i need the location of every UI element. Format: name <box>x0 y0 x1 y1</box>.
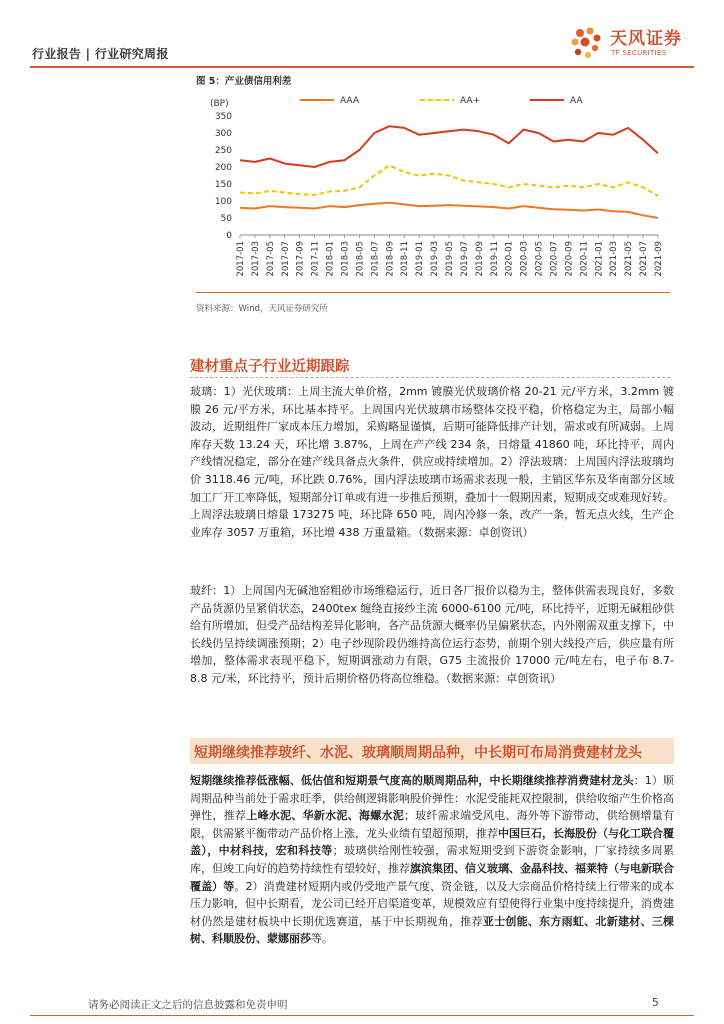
x-tick-label: 2020-07 <box>549 241 560 277</box>
x-tick-label: 2019-05 <box>445 241 455 277</box>
y-axis-unit: (BP) <box>210 99 229 109</box>
rec-fiber-picks: 中国巨石，长海股份（与化工联合覆盖），中材科技，宏和科技等 <box>190 826 674 858</box>
x-tick-label: 2017-11 <box>310 241 321 277</box>
rec-text: 。2）消费建材短期内或仍受地产景气度、资金链，以及大宗商品价格持续上行带来的成本压力影响，但中长期看，龙公司已经开启渠道变革，规模效应有望使得行业集中度持续提升，消费建材仍然是建材板块中长期优选赛道，基于中长期视角，推荐 <box>190 879 674 928</box>
series-line-aaplus <box>240 165 658 196</box>
rec-cement-picks: 上峰水泥、华新水泥、海螺水泥 <box>246 809 404 823</box>
x-tick-label: 2021-01 <box>594 241 605 277</box>
x-tick-label: 2020-11 <box>579 241 590 277</box>
x-tick-label: 2019-07 <box>459 241 470 277</box>
figure-source: 资料来源：Wind，天风证券研究所 <box>196 304 328 314</box>
x-tick-label: 2017-09 <box>295 241 306 277</box>
y-tick-label: 150 <box>214 180 232 190</box>
x-tick-label: 2017-05 <box>265 241 276 277</box>
x-tick-label: 2020-03 <box>519 241 530 277</box>
y-tick-label: 50 <box>220 214 232 224</box>
x-tick-label: 2017-07 <box>280 241 291 277</box>
y-tick-label: 350 <box>214 112 232 122</box>
rec-text: ：1）顺周期品种当前处于需求旺季，供给侧逻辑影响股价弹性：水泥受能耗双控限制，供给收缩产生价格高弹性，推荐 <box>190 774 674 823</box>
fiber-paragraph: 玻纤：1）上周国内无碱池窑粗砂市场维稳运行，近日各厂报价以稳为主，整体供需表现良好，多数产品货源仍呈紧俏状态，2400tex 缠绕直接纱主流 6000-6100 元/吨，环比持平，近期无碱粗砂供给有所增加，但受产品结构差异化影响，各产品货源大概率仍呈偏紧状态，内外刚需双重支撑下，中长线仍呈持续调涨预期；2）电子纱现阶段仍维持高位运行态势，前期个别大线投产后，供应量有所增加，整体需求表现平稳下，短期调涨动力有限，G75 主流报价 17000 元/吨左右，电子布 8.7-8.8 元/米，环比持平，预计后期价格仍将高位维稳。（数据来源：卓创资讯） <box>190 584 674 685</box>
x-tick-label: 2018-03 <box>340 241 351 277</box>
rec-text: ；玻纤需求端受风电、海外等下游带动，供给侧增量有限，供需紧平衡带动产品价格上涨，龙头业绩有望超预期，推荐 <box>190 809 675 840</box>
rec-text: ；玻璃供给刚性较强，需求短期受到下游资金影响，厂家持续多周累库，但竣工向好的趋势持续性有望较好，推荐 <box>190 844 674 875</box>
y-tick-label: 200 <box>214 163 232 173</box>
series-line-aaa <box>240 203 658 218</box>
x-tick-label: 2018-01 <box>325 241 336 277</box>
logo-name: 天风证券 <box>610 29 682 49</box>
x-tick-label: 2021-07 <box>639 241 650 277</box>
y-tick-label: 100 <box>214 197 232 207</box>
x-tick-label: 2018-07 <box>370 241 381 277</box>
x-tick-label: 2019-01 <box>415 241 426 277</box>
footer-divider <box>30 1015 694 1016</box>
recommendation-banner <box>190 738 674 764</box>
footer-disclaimer: 请务必阅读正文之后的信息披露和免责申明 <box>88 999 288 1011</box>
x-tick-label: 2018-11 <box>400 241 411 277</box>
logo-sub: TF SECURITIES <box>611 49 667 57</box>
company-logo <box>566 22 696 64</box>
x-tick-label: 2020-01 <box>504 241 515 277</box>
x-tick-label: 2019-09 <box>474 241 485 277</box>
legend-label: AA <box>570 96 583 106</box>
section-title-tracking: 建材重点子行业近期跟踪 <box>190 359 350 375</box>
legend-label: AAA <box>340 96 359 106</box>
rec-glass-picks: 旗滨集团、信义玻璃、金晶科技、福莱特（与电新联合覆盖）等 <box>190 861 674 893</box>
header-breadcrumb: 行业报告 | 行业研究周报 <box>32 47 169 61</box>
glass-paragraph: 玻璃：1）光伏玻璃：上周主流大单价格，2mm 镀膜光伏玻璃价格 20-21 元/平方米，3.2mm 镀膜 26 元/平方米，环比基本持平。上周国内光伏玻璃市场整体交投平稳，价格稳定为主，局部小幅波动，近期组件厂家成本压力增加，采购略显谨慎，后期可能降低排产计划，需求或有所减弱。上周库存天数 13.24 天，环比增 3.87%，上周在产产线 234 条，日熔量 41860 吨，环比持平，周内产线情况稳定，部分在建产线具备点火条件，供应或持续增加。2）浮法玻璃：上周国内浮法玻璃均价 3118.46 元/吨，环比跌 0.76%，国内浮法玻璃市场需求表现一般，主销区华东及华南部分区域加工厂开工率降低，短期部分订单或有进一步推后预期，叠加十一假期因素，短期成交或难现好转。上周浮法玻璃日熔量 173275 吨，环比降 650 吨，周内冷修一条，改产一条，暂无点火线，生产企业库存 3057 万重箱，环比增 438 万重量箱。（数据来源：卓创资讯） <box>190 385 674 539</box>
rec-lead: 短期继续推荐低涨幅、低估值和短期景气度高的顺周期品种，中长期继续推荐消费建材龙头 <box>190 774 634 787</box>
y-tick-label: 250 <box>214 146 232 156</box>
x-tick-label: 2017-01 <box>236 241 246 277</box>
header-divider <box>30 66 694 68</box>
x-tick-label: 2020-05 <box>534 241 545 277</box>
rec-consumer-picks: 亚士创能、东方雨虹、北新建材、三棵树、科顺股份、蒙娜丽莎 <box>190 914 675 946</box>
figure-title: 图 5：产业债信用利差 <box>196 76 292 87</box>
figure-divider <box>196 292 670 293</box>
logo-flower-icon <box>566 24 606 64</box>
x-tick-label: 2017-03 <box>250 241 261 277</box>
x-tick-label: 2021-09 <box>654 241 664 277</box>
x-tick-label: 2019-11 <box>489 241 500 277</box>
x-tick-label: 2021-05 <box>624 241 635 277</box>
x-tick-label: 2018-05 <box>355 241 366 277</box>
legend-label: AA+ <box>460 96 481 106</box>
y-tick-label: 300 <box>214 129 232 139</box>
series-line-aa <box>240 126 658 167</box>
recommendation-paragraph <box>190 772 674 948</box>
x-tick-label: 2021-03 <box>609 241 620 277</box>
recommendation-title: 短期继续推荐玻纤、水泥、玻璃顺周期品种，中长期可布局消费建材龙头 <box>194 745 642 761</box>
page-number: 5 <box>652 997 659 1009</box>
credit-spread-chart <box>190 88 670 290</box>
section-divider <box>190 377 670 379</box>
x-tick-label: 2020-09 <box>564 241 575 277</box>
x-tick-label: 2019-03 <box>430 240 441 277</box>
rec-text: 等。 <box>311 932 333 946</box>
x-tick-label: 2018-09 <box>385 241 396 277</box>
y-tick-label: 0 <box>226 231 232 241</box>
